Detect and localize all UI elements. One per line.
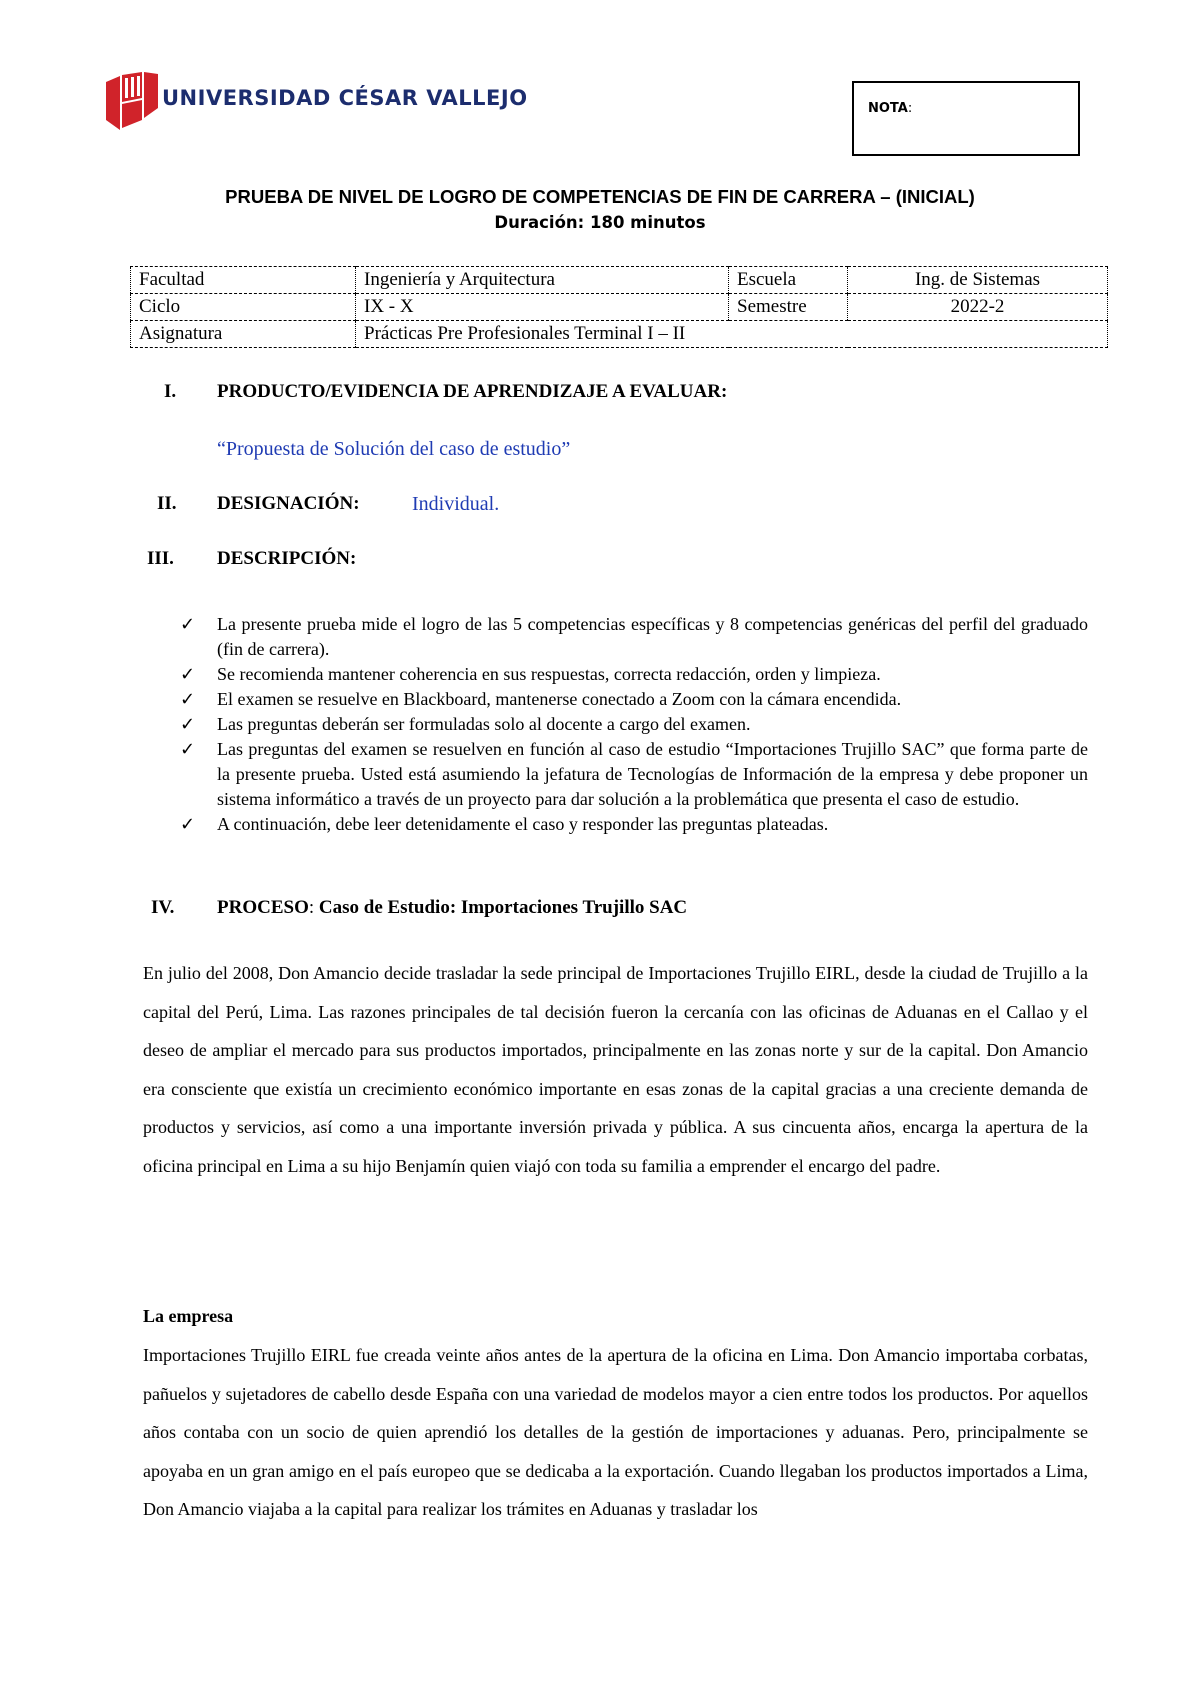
section-number: I. [164, 381, 177, 402]
escuela-value: Ing. de Sistemas [848, 267, 1108, 294]
section-number: III. [147, 548, 174, 569]
ciclo-value: IX - X [356, 294, 729, 321]
subheading-la-empresa: La empresa [143, 1306, 234, 1326]
list-item: ✓ Se recomienda mantener coherencia en sus respuestas, correcta redacción, orden y limpieza. [180, 664, 881, 685]
designation-value: Individual. [412, 493, 500, 515]
section-title: PRODUCTO/EVIDENCIA DE APRENDIZAJE A EVALUAR: [217, 381, 728, 402]
section-number: IV. [151, 897, 175, 918]
check-icon: ✓ [180, 714, 196, 735]
instructions-list [180, 612, 1088, 837]
case-paragraph-1: En julio del 2008, Don Amancio decide trasladar la sede principal de Importaciones Trujillo EIRL, desde la ciudad de Trujillo a la capital del Perú, Lima. Las razones principales de tal decisión fueron la cercanía con las oficinas de Aduanas en el Callao y el deseo de ampliar el mercado para sus productos importados, principalmente en las zonas norte y sur de la capital. Don Amancio era consciente que existía un crecimiento económico importante en esas zonas de la capital gracias a una creciente demanda de productos y servicios, así como a una importante inversión privada y pública. A sus cincuenta años, encarga la apertura de la oficina principal en Lima a su hijo Benjamín quien viajó con toda su familia a emprender el encargo del padre. [143, 963, 1088, 1176]
table-row [131, 267, 1108, 294]
check-icon: ✓ [180, 814, 196, 835]
facultad-value: Ingeniería y Arquitectura [356, 267, 729, 294]
semestre-value: 2022-2 [848, 294, 1108, 321]
university-name: UNIVERSIDAD CÉSAR VALLEJO [162, 86, 528, 110]
check-icon: ✓ [180, 614, 196, 635]
list-item: ✓ La presente prueba mide el logro de las 5 competencias específicas y 8 competencias genéricas del perfil del graduado (fin de carrera). [180, 614, 1088, 659]
section-title: DESIGNACIÓN: [217, 493, 360, 514]
grade-box [852, 81, 1080, 156]
ciclo-label: Ciclo [131, 294, 356, 321]
facultad-label: Facultad [131, 267, 356, 294]
section-title: DESCRIPCIÓN: [217, 548, 357, 569]
check-icon: ✓ [180, 689, 196, 710]
exam-duration: Duración: 180 minutos [494, 213, 706, 232]
evidence-value: “Propuesta de Solución del caso de estudio” [217, 438, 571, 460]
list-item: ✓ A continuación, debe leer detenidamente el caso y responder las preguntas plateadas. [180, 814, 829, 835]
section-number: II. [157, 493, 177, 514]
exam-title: PRUEBA DE NIVEL DE LOGRO DE COMPETENCIAS DE FIN DE CARRERA – (INICIAL) [225, 186, 975, 207]
semestre-label: Semestre [729, 294, 848, 321]
course-info-table [130, 266, 1108, 348]
asignatura-value: Prácticas Pre Profesionales Terminal I – II [356, 321, 1108, 348]
section-title: PROCESO: Caso de Estudio: Importaciones Trujillo SAC [217, 897, 688, 918]
case-paragraph-2: Importaciones Trujillo EIRL fue creada veinte años antes de la apertura de la oficina en Lima. Don Amancio importaba corbatas, pañuelos y sujetadores de cabello desde España con una variedad de modelos mayor a cien entre todos los productos. Por aquellos años contaba con un socio de quien aprendió los detalles de la gestión de importaciones y aduanas. Pero, principalmente se apoyaba en un gran amigo en el país europeo que se dedicaba a la exportación. Cuando llegaban los productos importados a Lima, Don Amancio viajaba a la capital para realizar los trámites en Aduanas y trasladar los [143, 1345, 1088, 1519]
check-icon: ✓ [180, 664, 196, 685]
list-item: ✓ Las preguntas deberán ser formuladas solo al docente a cargo del examen. [180, 714, 751, 735]
list-item: ✓ Las preguntas del examen se resuelven en función al caso de estudio “Importaciones Trujillo SAC” que forma parte de la presente prueba. Usted está asumiendo la jefatura de Tecnologías de Información de la empresa y debe proponer un sistema informático a través de un proyecto para dar solución a la problemática que presenta el caso de estudio. [180, 739, 1088, 809]
university-shield-icon [106, 72, 158, 130]
table-row [131, 321, 1108, 348]
asignatura-label: Asignatura [131, 321, 356, 348]
grade-label: NOTA: [868, 101, 913, 116]
university-logo [106, 72, 528, 130]
check-icon: ✓ [180, 739, 196, 760]
escuela-label: Escuela [729, 267, 848, 294]
list-item: ✓ El examen se resuelve en Blackboard, mantenerse conectado a Zoom con la cámara encendida. [180, 689, 902, 710]
table-row [131, 294, 1108, 321]
